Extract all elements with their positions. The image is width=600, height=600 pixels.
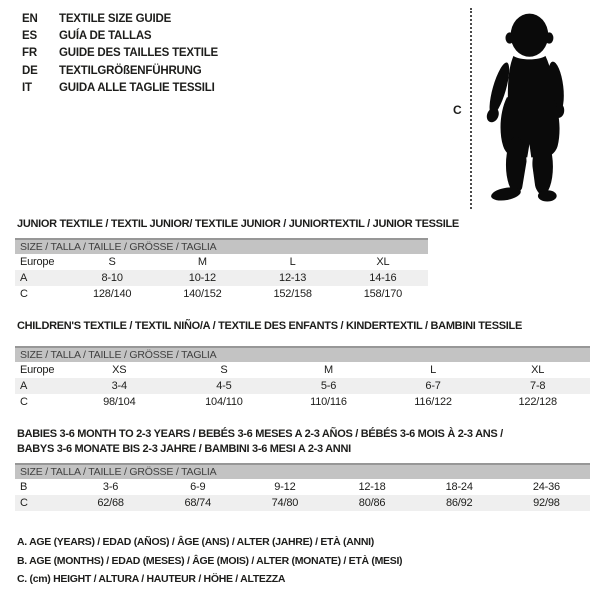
row-label: A bbox=[15, 270, 67, 286]
size-cell: 122/128 bbox=[518, 396, 557, 408]
size-cell: 6-9 bbox=[190, 481, 206, 493]
size-header-row bbox=[15, 464, 590, 479]
language-row bbox=[22, 27, 218, 44]
language-title: TEXTILE SIZE GUIDE bbox=[59, 12, 172, 25]
size-cell: 158/170 bbox=[363, 288, 403, 300]
size-cell: 10-12 bbox=[157, 270, 247, 286]
language-code: DE bbox=[22, 64, 38, 77]
size-cell: M bbox=[324, 364, 333, 376]
language-title: GUÍA DE TALLAS bbox=[59, 30, 152, 43]
size-cell: 24-36 bbox=[532, 481, 560, 493]
table-row bbox=[15, 394, 590, 410]
size-cell: 116/122 bbox=[414, 396, 452, 408]
row-label: C bbox=[15, 495, 67, 511]
language-row bbox=[22, 80, 218, 97]
size-cell: 62/68 bbox=[67, 495, 154, 511]
table-row bbox=[15, 378, 590, 394]
baby-silhouette-icon bbox=[472, 7, 585, 209]
size-cell: 68/74 bbox=[154, 495, 241, 511]
size-cell: 18-24 bbox=[445, 481, 473, 493]
size-cell: M bbox=[197, 256, 207, 268]
table-row bbox=[15, 270, 428, 286]
height-measure-label: C bbox=[453, 103, 462, 117]
size-cell: 104/110 bbox=[205, 396, 243, 408]
size-cell: L bbox=[289, 256, 296, 268]
size-cell: 8-10 bbox=[67, 270, 157, 286]
size-header-label: SIZE / TALLA / TAILLE / GRÖSSE / TAGLIA bbox=[15, 239, 428, 254]
size-cell: 5-6 bbox=[276, 378, 381, 394]
size-cell: 9-12 bbox=[274, 481, 296, 493]
language-code: ES bbox=[22, 30, 37, 43]
language-title: GUIDE DES TAILLES TEXTILE bbox=[59, 47, 218, 60]
size-header-label: SIZE / TALLA / TAILLE / GRÖSSE / TAGLIA bbox=[15, 464, 590, 479]
language-title: GUIDA ALLE TAGLIE TESSILI bbox=[59, 82, 215, 95]
row-label: C bbox=[20, 396, 28, 408]
language-row bbox=[22, 45, 218, 62]
section-babies-textile bbox=[15, 427, 590, 522]
section-title: BABYS 3-6 MONATE BIS 2-3 JAHRE / BAMBINI 3-6 MESI A 2-3 ANNI bbox=[17, 443, 351, 455]
language-row bbox=[22, 62, 218, 79]
size-cell: S bbox=[108, 256, 116, 268]
size-cell: 110/116 bbox=[310, 396, 347, 408]
language-list bbox=[22, 10, 218, 97]
footnotes bbox=[17, 533, 402, 589]
language-title: TEXTILGRÖßENFÜHRUNG bbox=[59, 64, 202, 77]
size-cell: XL bbox=[531, 364, 545, 376]
language-code: FR bbox=[22, 47, 37, 60]
size-cell: L bbox=[430, 364, 437, 376]
section-title: CHILDREN'S TEXTILE / TEXTIL NIÑO/A / TEXTILE DES ENFANTS / KINDERTEXTIL / BAMBINI TESSILE bbox=[17, 320, 522, 332]
footnote-line: A. AGE (YEARS) / EDAD (AÑOS) / ÂGE (ANS) / ALTER (JAHRE) / ETÀ (ANNI) bbox=[17, 536, 374, 548]
table-row bbox=[15, 479, 590, 495]
size-cell: XL bbox=[376, 256, 390, 268]
size-cell: 6-7 bbox=[381, 378, 486, 394]
table-row bbox=[15, 495, 590, 511]
size-cell: 128/140 bbox=[92, 288, 132, 300]
size-cell: 7-8 bbox=[485, 378, 590, 394]
language-row bbox=[22, 10, 218, 27]
size-cell: 86/92 bbox=[416, 495, 503, 511]
size-cell: 12-18 bbox=[358, 481, 386, 493]
size-cell: S bbox=[220, 364, 228, 376]
size-cell: 4-5 bbox=[172, 378, 277, 394]
row-label: Europe bbox=[20, 256, 55, 268]
size-cell: 12-13 bbox=[248, 270, 338, 286]
row-label: Europe bbox=[20, 364, 55, 376]
footnote-line: C. (cm) HEIGHT / ALTURA / HAUTEUR / HÖHE / ALTEZZA bbox=[17, 573, 286, 586]
language-code: EN bbox=[22, 12, 38, 25]
row-label: B bbox=[20, 481, 28, 493]
size-table bbox=[15, 346, 590, 410]
table-row bbox=[15, 254, 428, 270]
size-cell: XS bbox=[112, 364, 127, 376]
size-cell: 140/152 bbox=[183, 288, 222, 300]
size-cell: 92/98 bbox=[503, 495, 590, 511]
table-row bbox=[15, 286, 428, 302]
size-cell: 14-16 bbox=[338, 270, 428, 286]
size-cell: 3-4 bbox=[67, 378, 172, 394]
language-code: IT bbox=[22, 82, 32, 95]
section-title: BABIES 3-6 MONTH TO 2-3 YEARS / BEBÉS 3-6 MESES A 2-3 AÑOS / BÉBÉS 3-6 MOIS À 2-3 ANS / bbox=[17, 428, 503, 440]
size-cell: 152/158 bbox=[273, 288, 312, 300]
size-header-label: SIZE / TALLA / TAILLE / GRÖSSE / TAGLIA bbox=[15, 347, 590, 362]
section-junior-textile bbox=[15, 217, 459, 312]
footnote-line: B. AGE (MONTHS) / EDAD (MESES) / ÂGE (MOIS) / ALTER (MONATE) / ETÀ (MESI) bbox=[17, 554, 403, 567]
table-row bbox=[15, 362, 590, 378]
size-table bbox=[15, 238, 428, 302]
size-table bbox=[15, 463, 590, 511]
row-label: A bbox=[15, 378, 67, 394]
section-childrens-textile bbox=[15, 319, 590, 419]
size-cell: 3-6 bbox=[102, 481, 119, 493]
size-cell: 80/86 bbox=[328, 495, 415, 511]
size-cell: 74/80 bbox=[241, 495, 328, 511]
section-title: JUNIOR TEXTILE / TEXTIL JUNIOR/ TEXTILE JUNIOR / JUNIORTEXTIL / JUNIOR TESSILE bbox=[17, 218, 459, 230]
size-header-row bbox=[15, 239, 428, 254]
size-cell: 98/104 bbox=[103, 396, 136, 408]
size-header-row bbox=[15, 347, 590, 362]
row-label: C bbox=[20, 288, 28, 300]
